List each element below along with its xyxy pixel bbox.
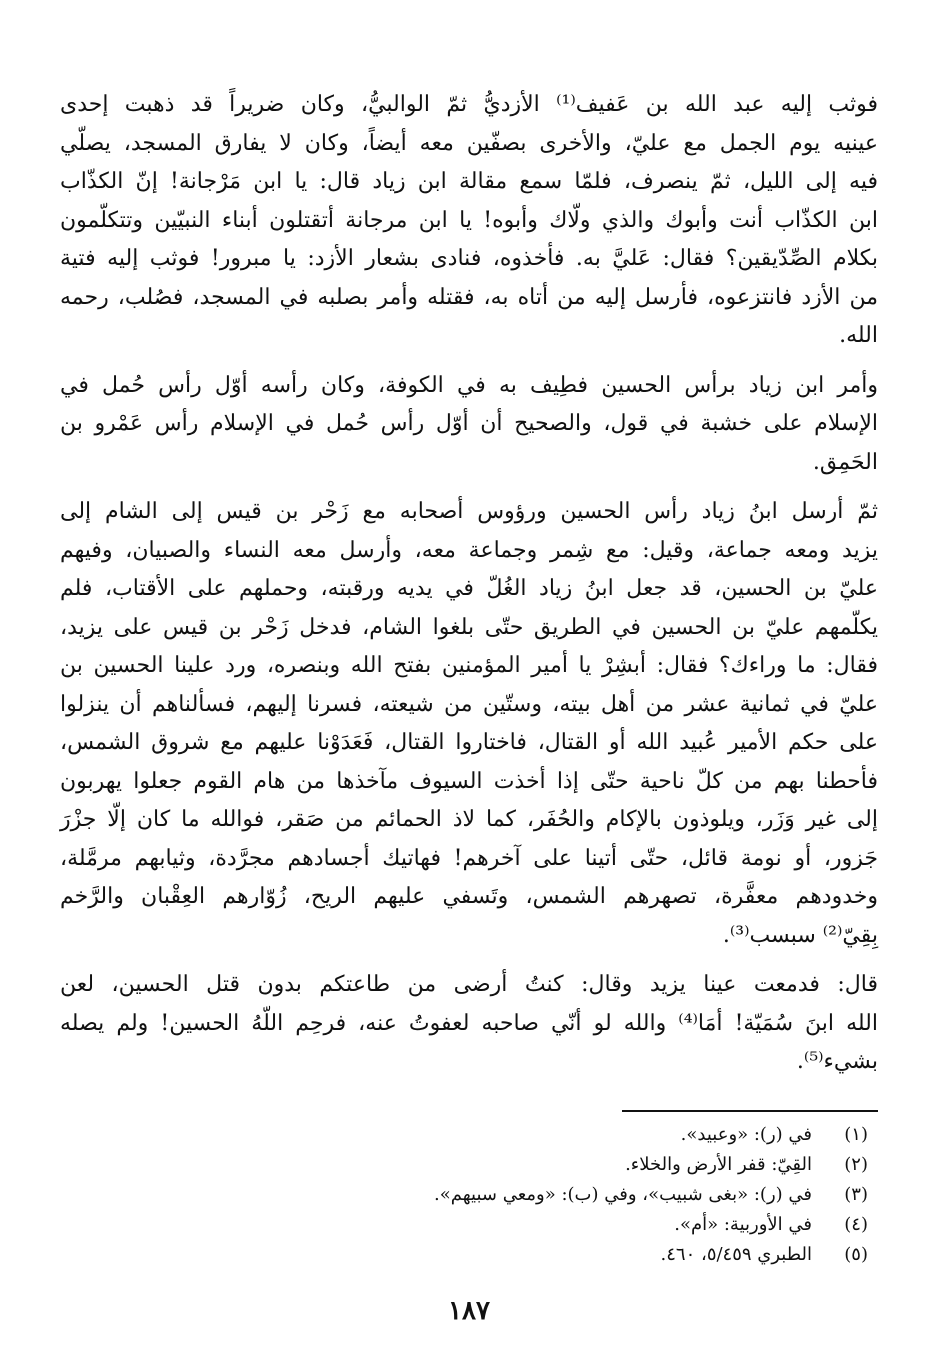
paragraph: [60, 367, 878, 483]
text-line: الإسلام على خشبة في قول، والصحيح أن أوّل رأس حُمل في الإسلام رأس عَمْرو بن: [60, 411, 878, 436]
text-line: وأمر ابن زياد برأس الحسين فطِيف به في الكوفة، وكان رأسه أوّل رأس حُمل في: [60, 372, 878, 398]
text-line: فأحطنا بهم من كلّ ناحية حتّى إذا أخذت السيوف مآخذها من هام القوم جعلوا يهربون: [60, 768, 878, 794]
footnote-number: (٣): [844, 1184, 868, 1205]
text-line: الله.: [839, 323, 878, 348]
text-line: عليّ في ثمانية عشر من أهل بيته، وستّين من شيعته، فسرنا إليهم، فسألناهم أن ينزلوا: [60, 691, 878, 717]
footnote: [60, 1240, 868, 1270]
footnote-text: في (ر): «بغى شبيب»، وفي (ب): «ومعي سبيهم».: [434, 1184, 812, 1205]
footnote: [60, 1210, 868, 1240]
footnote: [60, 1150, 868, 1180]
text-line: بِقِيّ⁽²⁾ سبسب⁽³⁾.: [722, 922, 878, 948]
page-number: ١٨٧: [448, 1296, 490, 1326]
footnote-separator: [622, 1110, 878, 1112]
text-line: عينيه يوم الجمل مع عليّ، والأخرى بصفّين معه أيضاً، وكان لا يفارق المسجد، يصلّي: [60, 130, 878, 156]
paragraph: [60, 86, 878, 356]
text-line: ثمّ أرسل ابنُ زياد رأس الحسين ورؤوس أصحابه مع زَحْر بن قيس إلى الشام إلى: [60, 499, 878, 524]
main-text: [60, 86, 878, 1093]
footnote-text: في الأوربية: «أم».: [674, 1214, 812, 1235]
text-line: يكلّمهم عليّ بن الحسين في الطريق حتّى بلغوا الشام، فدخل زَحْر بن قيس على يزيد،: [60, 614, 878, 640]
text-line: عليّ بن الحسين، قد جعل ابنُ زياد الغُلّ في يديه ورقبته، وحملهم على الأقتاب، فلم: [60, 576, 878, 601]
text-line: جَزور، أو نومة قائل، حتّى أتينا على آخرهم! فهاتيك أجسادهم مجرَّدة، وثيابهم مرمَّلة،: [60, 845, 878, 871]
text-line: فوثب إليه عبد الله بن عَفيف⁽¹⁾ الأزديُّ ثمّ الوالبيُّ، وكان ضريراً قد ذهبت إحدى: [60, 92, 878, 117]
footnote-number: (٥): [844, 1244, 868, 1265]
footnote-number: (١): [844, 1124, 868, 1145]
text-line: فقال: ما وراءك؟ فقال: أبشِرْ يا أمير المؤمنين بفتح الله وبنصره، ورد علينا الحسين بن: [60, 653, 878, 678]
footnotes: [60, 1120, 868, 1270]
footnote: [60, 1180, 868, 1210]
footnote-text: القِيّ: قفر الأرض والخلاء.: [625, 1154, 812, 1175]
text-line: الله ابنَ سُمَيّة! أمَا⁽⁴⁾ والله لو أنّي صاحبه لعفوتُ عنه، فرحِم اللّهُ الحسين! ولم يصله: [60, 1010, 878, 1036]
text-line: فيه إلى الليل، ثمّ ينصرف، فلمّا سمع مقالة ابن زياد قال: يا ابن مَرْجانة! إنّ الكذّاب: [60, 169, 878, 194]
text-line: إلى غير وَزَر، ويلوذون بالإكام والحُفَر، كما لاذ الحمائم من صَقر، فوالله ما كان إلّا جزْرَ: [60, 807, 878, 832]
footnote-text: الطبري ٥/٤٥٩، ٤٦٠.: [660, 1244, 812, 1265]
text-line: من الأزد فانتزعوه، فأرسل إليه من أتاه به، فقتله وأمر بصلبه في المسجد، فصُلب، رحمه: [60, 284, 879, 310]
text-line: ابن الكذّاب أنت وأبوك والذي ولّاك وأبوه! يا ابن مرجانة أتقتلون أبناء النبيّين وتتكلّمون: [60, 207, 878, 233]
footnote-number: (٤): [844, 1214, 868, 1235]
text-line: قال: فدمعت عينا يزيد وقال: كنتُ أرضى من طاعتكم بدون قتل الحسين، لعن: [60, 972, 878, 997]
footnote: [60, 1120, 868, 1150]
text-line: على حكم الأمير عُبيد الله أو القتال، فاختاروا القتال، فَعَدَوْنا عليهم مع شروق الشمس،: [60, 730, 878, 755]
text-line: يزيد ومعه جماعة، وقيل: مع شِمر وجماعة معه، وأرسل معه النساء والصبيان، وفيهم: [60, 537, 878, 563]
text-line: بكلام الصِّدّيقين؟ فقال: عَليَّ به. فأخذوه، فنادى بشعار الأزد: يا مبرور! فوثب إليه فتية: [60, 246, 879, 271]
paragraph: [60, 493, 878, 955]
text-line: الحَمِق.: [812, 449, 878, 475]
footnote-number: (٢): [844, 1154, 868, 1175]
paragraph: [60, 966, 878, 1082]
footnote-text: في (ر): «وعبيد».: [680, 1124, 812, 1145]
text-line: وخدودهم معفَّرة، تصهرهم الشمس، وتَسفي عليهم الريح، زُوّارهم العِقْبان والرَّخم: [60, 884, 878, 909]
text-line: بشيء⁽⁵⁾.: [796, 1049, 878, 1074]
